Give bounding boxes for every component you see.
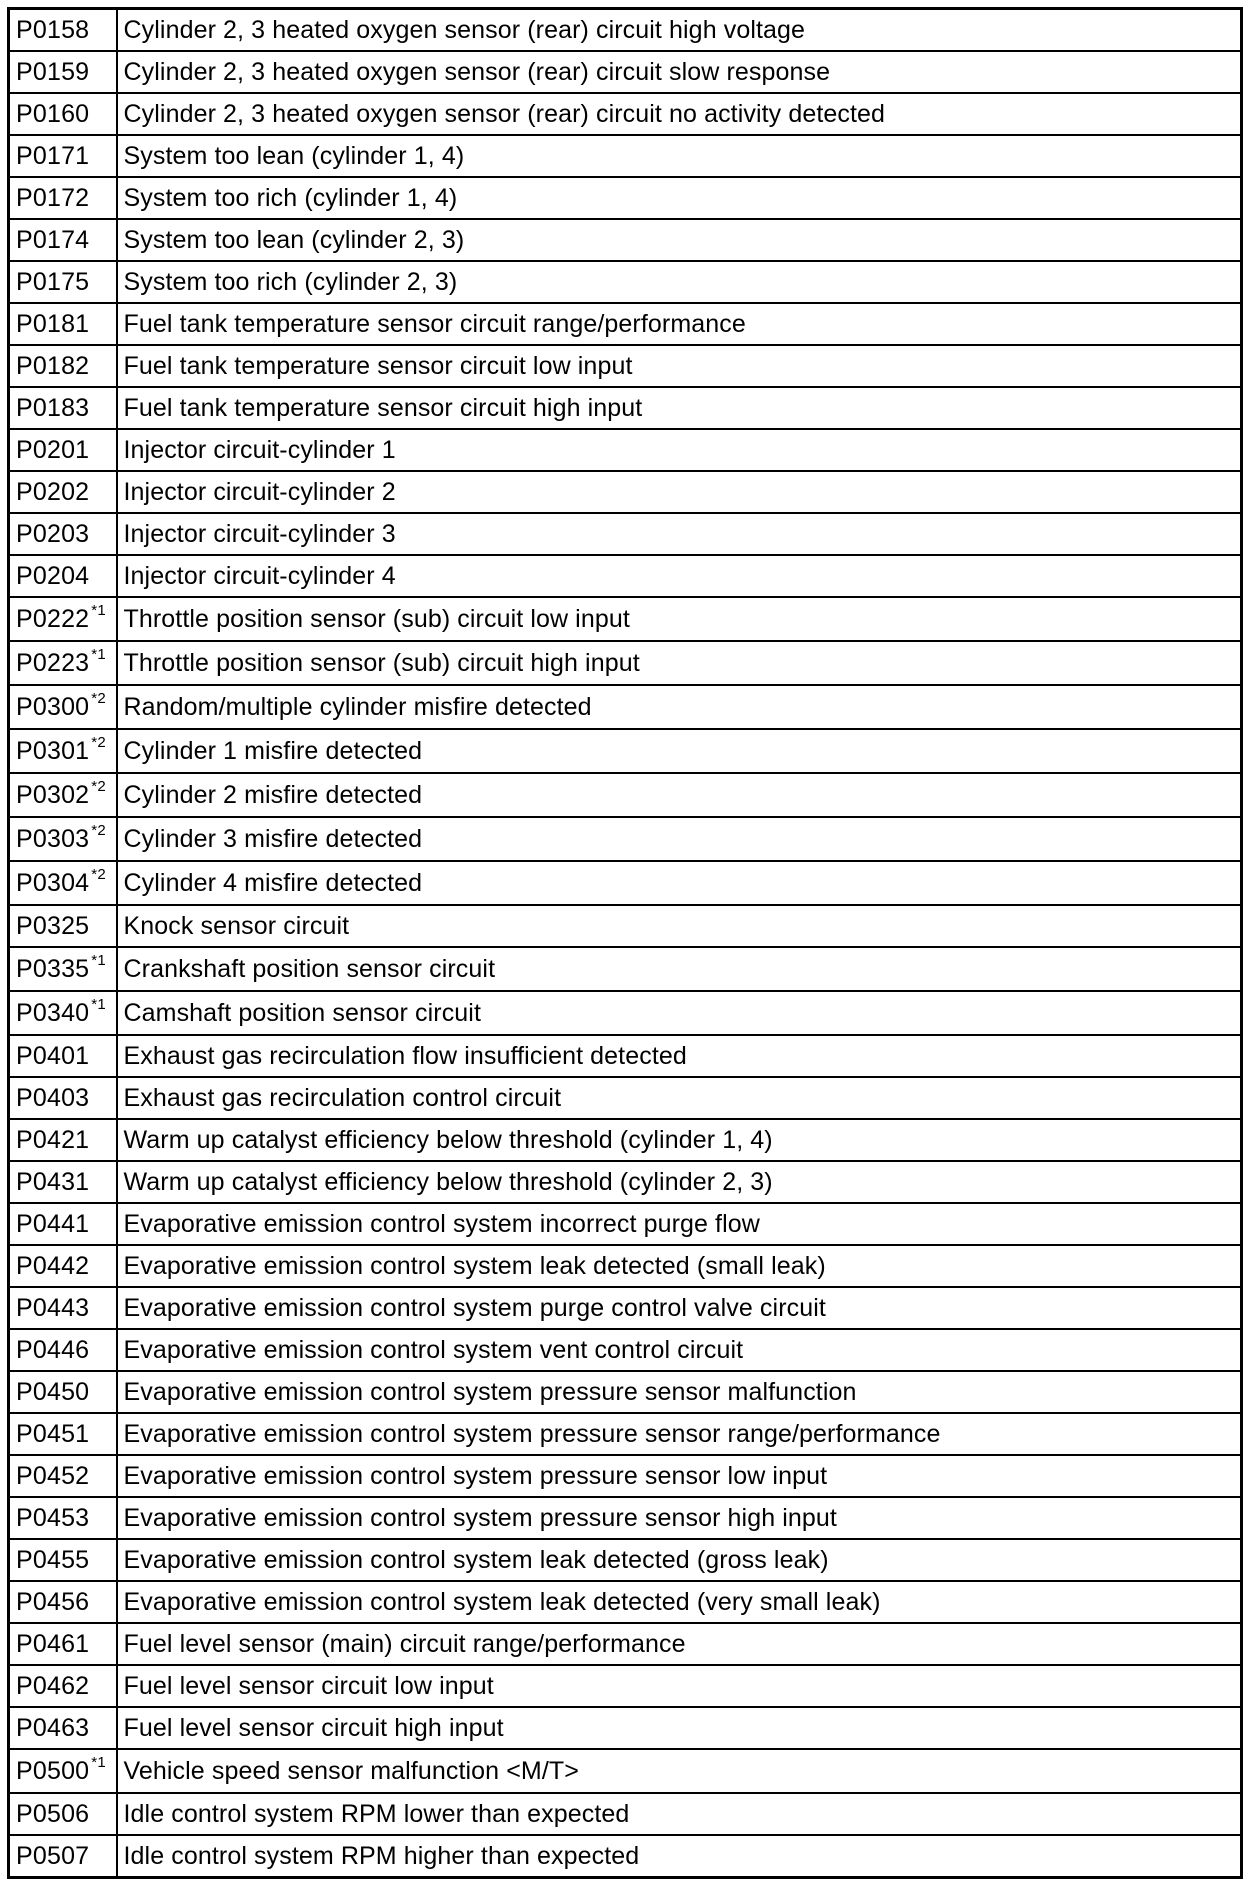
dtc-code: P0446 [16,1335,90,1364]
table-row [9,9,1242,52]
dtc-code: P0453 [16,1503,90,1532]
dtc-code: P0304 [16,868,90,897]
dtc-code-cell [9,555,117,597]
dtc-description: Fuel level sensor (main) circuit range/performance [117,1623,1242,1665]
dtc-code: P0201 [16,435,90,464]
table-row [9,303,1242,345]
dtc-code: P0175 [16,267,90,296]
dtc-code: P0159 [16,57,90,86]
footnote-marker: *1 [91,601,106,619]
dtc-description: Idle control system RPM lower than expected [117,1793,1242,1835]
dtc-code-cell [9,303,117,345]
table-row [9,1539,1242,1581]
dtc-description: System too rich (cylinder 2, 3) [117,261,1242,303]
dtc-code-cell [9,9,117,52]
dtc-code: P0160 [16,99,90,128]
dtc-code: P0300 [16,692,90,721]
dtc-code-cell [9,1581,117,1623]
dtc-code-cell [9,1623,117,1665]
dtc-description: Evaporative emission control system incorrect purge flow [117,1203,1242,1245]
dtc-description: System too lean (cylinder 1, 4) [117,135,1242,177]
table-row [9,345,1242,387]
dtc-code: P0202 [16,477,90,506]
dtc-code: P0401 [16,1041,90,1070]
table-row [9,817,1242,861]
table-row [9,471,1242,513]
dtc-description: Cylinder 3 misfire detected [117,817,1242,861]
dtc-code: P0421 [16,1125,90,1154]
table-row [9,1749,1242,1793]
dtc-code-cell [9,597,117,641]
table-row [9,1287,1242,1329]
table-row [9,1077,1242,1119]
dtc-code: P0335 [16,954,90,983]
dtc-code: P0183 [16,393,90,422]
table-row [9,1835,1242,1878]
dtc-description: Exhaust gas recirculation flow insufficient detected [117,1035,1242,1077]
dtc-code: P0403 [16,1083,90,1112]
footnote-marker: *2 [91,733,106,751]
dtc-description: Evaporative emission control system pressure sensor range/performance [117,1413,1242,1455]
dtc-code-cell [9,387,117,429]
dtc-description: Fuel level sensor circuit high input [117,1707,1242,1749]
footnote-marker: *2 [91,865,106,883]
dtc-code-table [7,7,1243,1879]
table-row [9,641,1242,685]
dtc-code: P0182 [16,351,90,380]
table-row [9,1203,1242,1245]
dtc-code: P0450 [16,1377,90,1406]
dtc-description: Crankshaft position sensor circuit [117,947,1242,991]
dtc-code: P0174 [16,225,90,254]
dtc-code: P0451 [16,1419,90,1448]
table-row [9,905,1242,947]
dtc-description: Cylinder 4 misfire detected [117,861,1242,905]
dtc-description: Fuel tank temperature sensor circuit low input [117,345,1242,387]
dtc-code: P0461 [16,1629,90,1658]
table-row [9,947,1242,991]
dtc-code-cell [9,219,117,261]
dtc-description: Fuel tank temperature sensor circuit range/performance [117,303,1242,345]
dtc-code: P0158 [16,15,90,44]
dtc-code-cell [9,177,117,219]
dtc-code: P0301 [16,736,90,765]
dtc-code-cell [9,905,117,947]
dtc-description: Evaporative emission control system leak detected (very small leak) [117,1581,1242,1623]
dtc-code-cell [9,1413,117,1455]
dtc-code: P0452 [16,1461,90,1490]
dtc-description: Warm up catalyst efficiency below threshold (cylinder 1, 4) [117,1119,1242,1161]
dtc-description: Warm up catalyst efficiency below threshold (cylinder 2, 3) [117,1161,1242,1203]
dtc-code-cell [9,261,117,303]
table-row [9,93,1242,135]
dtc-description: Throttle position sensor (sub) circuit low input [117,597,1242,641]
table-row [9,1707,1242,1749]
dtc-description: Evaporative emission control system pressure sensor malfunction [117,1371,1242,1413]
dtc-code: P0303 [16,824,90,853]
dtc-code-cell [9,685,117,729]
dtc-code: P0222 [16,604,90,633]
dtc-code-cell [9,93,117,135]
dtc-description: Cylinder 2 misfire detected [117,773,1242,817]
table-row [9,51,1242,93]
dtc-code: P0456 [16,1587,90,1616]
dtc-code-cell [9,429,117,471]
footnote-marker: *2 [91,821,106,839]
dtc-code: P0181 [16,309,90,338]
footnote-marker: *1 [91,951,106,969]
table-row [9,555,1242,597]
dtc-description: Injector circuit-cylinder 4 [117,555,1242,597]
footnote-marker: *2 [91,689,106,707]
dtc-code: P0340 [16,998,90,1027]
dtc-description: Vehicle speed sensor malfunction <M/T> [117,1749,1242,1793]
table-row [9,991,1242,1035]
dtc-description: Cylinder 2, 3 heated oxygen sensor (rear) circuit slow response [117,51,1242,93]
dtc-code: P0223 [16,648,90,677]
dtc-table-body [9,9,1242,1878]
dtc-description: Fuel level sensor circuit low input [117,1665,1242,1707]
dtc-description: Evaporative emission control system leak detected (gross leak) [117,1539,1242,1581]
dtc-code-cell [9,1119,117,1161]
dtc-code-cell [9,345,117,387]
table-row [9,1371,1242,1413]
dtc-code: P0204 [16,561,90,590]
dtc-code-cell [9,817,117,861]
table-row [9,1581,1242,1623]
table-row [9,1793,1242,1835]
dtc-code-cell [9,729,117,773]
dtc-description: Evaporative emission control system vent control circuit [117,1329,1242,1371]
dtc-code: P0462 [16,1671,90,1700]
table-row [9,513,1242,555]
footnote-marker: *1 [91,645,106,663]
dtc-description: Throttle position sensor (sub) circuit high input [117,641,1242,685]
footnote-marker: *1 [91,1753,106,1771]
dtc-description: Evaporative emission control system pressure sensor high input [117,1497,1242,1539]
table-row [9,1413,1242,1455]
table-row [9,261,1242,303]
dtc-description: System too lean (cylinder 2, 3) [117,219,1242,261]
dtc-code-cell [9,135,117,177]
dtc-code-cell [9,947,117,991]
dtc-code-cell [9,513,117,555]
dtc-code-cell [9,861,117,905]
table-row [9,729,1242,773]
dtc-description: Random/multiple cylinder misfire detected [117,685,1242,729]
dtc-description: Knock sensor circuit [117,905,1242,947]
dtc-code: P0302 [16,780,90,809]
dtc-code: P0442 [16,1251,90,1280]
dtc-code-cell [9,1245,117,1287]
table-row [9,1455,1242,1497]
table-row [9,135,1242,177]
dtc-description: Evaporative emission control system purge control valve circuit [117,1287,1242,1329]
dtc-description: Evaporative emission control system pressure sensor low input [117,1455,1242,1497]
table-row [9,1161,1242,1203]
dtc-code-cell [9,1455,117,1497]
dtc-description: Camshaft position sensor circuit [117,991,1242,1035]
dtc-code-cell [9,773,117,817]
dtc-code-cell [9,1371,117,1413]
footnote-marker: *1 [91,995,106,1013]
dtc-code-cell [9,1497,117,1539]
table-row [9,1119,1242,1161]
dtc-code-cell [9,1793,117,1835]
dtc-code-cell [9,1835,117,1878]
dtc-code: P0441 [16,1209,90,1238]
dtc-description: Injector circuit-cylinder 1 [117,429,1242,471]
dtc-description: System too rich (cylinder 1, 4) [117,177,1242,219]
dtc-code-cell [9,1539,117,1581]
table-row [9,773,1242,817]
footnote-marker: *2 [91,777,106,795]
dtc-code-cell [9,1035,117,1077]
dtc-code: P0325 [16,911,90,940]
dtc-code-cell [9,641,117,685]
dtc-description: Injector circuit-cylinder 2 [117,471,1242,513]
dtc-code: P0431 [16,1167,90,1196]
dtc-code-cell [9,471,117,513]
dtc-description: Cylinder 2, 3 heated oxygen sensor (rear) circuit no activity detected [117,93,1242,135]
dtc-description: Exhaust gas recirculation control circuit [117,1077,1242,1119]
dtc-code-cell [9,991,117,1035]
table-row [9,1329,1242,1371]
table-row [9,429,1242,471]
dtc-code-cell [9,1077,117,1119]
table-row [9,1245,1242,1287]
table-row [9,177,1242,219]
dtc-description: Cylinder 2, 3 heated oxygen sensor (rear) circuit high voltage [117,9,1242,52]
table-row [9,219,1242,261]
dtc-code: P0507 [16,1841,90,1870]
dtc-code-cell [9,1749,117,1793]
dtc-code-cell [9,1329,117,1371]
dtc-description: Evaporative emission control system leak detected (small leak) [117,1245,1242,1287]
dtc-code-cell [9,1287,117,1329]
dtc-code: P0506 [16,1799,90,1828]
dtc-code: P0203 [16,519,90,548]
dtc-description: Injector circuit-cylinder 3 [117,513,1242,555]
dtc-description: Idle control system RPM higher than expected [117,1835,1242,1878]
dtc-description: Fuel tank temperature sensor circuit high input [117,387,1242,429]
dtc-code: P0171 [16,141,90,170]
dtc-code: P0455 [16,1545,90,1574]
dtc-code: P0443 [16,1293,90,1322]
table-row [9,1035,1242,1077]
table-row [9,1623,1242,1665]
dtc-description: Cylinder 1 misfire detected [117,729,1242,773]
table-row [9,1497,1242,1539]
dtc-code: P0463 [16,1713,90,1742]
dtc-code: P0500 [16,1756,90,1785]
table-row [9,597,1242,641]
dtc-code-cell [9,1707,117,1749]
dtc-code-cell [9,1203,117,1245]
table-row [9,861,1242,905]
table-row [9,1665,1242,1707]
dtc-code-cell [9,51,117,93]
dtc-code-cell [9,1665,117,1707]
dtc-code-cell [9,1161,117,1203]
table-row [9,685,1242,729]
table-row [9,387,1242,429]
dtc-code: P0172 [16,183,90,212]
